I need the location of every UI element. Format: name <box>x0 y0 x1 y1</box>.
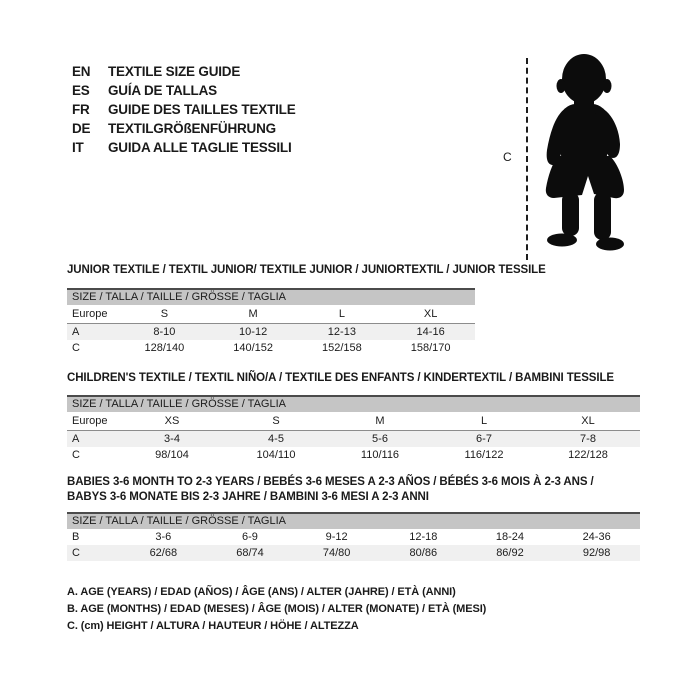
size-value: M <box>328 412 432 430</box>
lang-label: GUÍA DE TALLAS <box>108 83 217 98</box>
size-value: 122/128 <box>568 448 608 461</box>
size-value: 3-4 <box>164 432 180 445</box>
table-row <box>67 447 640 463</box>
size-value: 7-8 <box>580 432 596 445</box>
lang-code: IT <box>72 140 84 155</box>
size-value: 14-16 <box>416 325 445 338</box>
babies-table-title: BABIES 3-6 MONTH TO 2-3 YEARS / BEBÉS 3-6 MESES A 2-3 AÑOS / BÉBÉS 3-6 MOIS À 2-3 ANS / BABYS 3-6 MONATE BIS 2-3 JAHRE / BAMBINI 3-6 MESI A 2-3 ANNI <box>67 476 594 503</box>
table-row <box>67 323 475 340</box>
lang-label: TEXTILGRÖßENFÜHRUNG <box>108 121 276 136</box>
size-value: 140/152 <box>233 341 273 354</box>
footnote-c: C. (cm) HEIGHT / ALTURA / HAUTEUR / HÖHE / ALTEZZA <box>67 620 359 632</box>
language-header <box>72 62 296 157</box>
size-value: 12-13 <box>327 325 356 338</box>
junior-table-section <box>67 288 475 356</box>
babies-size-table <box>67 529 640 561</box>
size-value: 3-6 <box>155 531 172 543</box>
lang-label: GUIDE DES TAILLES TEXTILE <box>108 102 296 117</box>
size-value: S <box>120 305 209 323</box>
lang-code: ES <box>72 83 90 98</box>
size-value: S <box>224 412 328 430</box>
size-value: 62/68 <box>149 547 178 559</box>
row-label: A <box>72 325 80 338</box>
height-marker-label: C <box>503 150 512 164</box>
size-value: 10-12 <box>239 325 268 338</box>
size-value: 104/110 <box>256 448 296 461</box>
lang-row-fr <box>72 100 296 119</box>
footnotes-block <box>67 584 486 635</box>
children-size-header-bar: SIZE / TALLA / TAILLE / GRÖSSE / TAGLIA <box>67 395 640 412</box>
size-value: 8-10 <box>153 325 176 338</box>
size-value: 92/98 <box>582 547 611 559</box>
lang-label: GUIDA ALLE TAGLIE TESSILI <box>108 140 292 155</box>
table-row <box>67 529 640 545</box>
lang-row-en <box>72 62 296 81</box>
lang-label: TEXTILE SIZE GUIDE <box>108 64 241 79</box>
baby-silhouette-icon <box>532 52 644 262</box>
size-value: XL <box>386 305 475 323</box>
junior-size-table <box>67 305 475 356</box>
size-value: 74/80 <box>322 547 351 559</box>
size-value: 24-36 <box>582 531 611 543</box>
junior-table-title: JUNIOR TEXTILE / TEXTIL JUNIOR/ TEXTILE JUNIOR / JUNIORTEXTIL / JUNIOR TESSILE <box>67 264 546 276</box>
size-value: 6-7 <box>476 432 492 445</box>
row-label: A <box>72 432 80 445</box>
size-value: 80/86 <box>409 547 438 559</box>
size-value: XL <box>536 412 640 430</box>
size-value: 152/158 <box>321 341 362 354</box>
row-label: Europe <box>67 305 120 323</box>
lang-code: DE <box>72 121 91 136</box>
table-row <box>67 545 640 561</box>
size-value: 98/104 <box>155 448 189 461</box>
children-table-section <box>67 395 640 463</box>
size-value: L <box>298 305 387 323</box>
row-label: C <box>72 341 80 354</box>
size-value: 4-5 <box>268 432 284 445</box>
lang-code: EN <box>72 64 91 79</box>
children-table-title: CHILDREN'S TEXTILE / TEXTIL NIÑO/A / TEXTILE DES ENFANTS / KINDERTEXTIL / BAMBINI TESSILE <box>67 372 614 384</box>
babies-size-header-bar: SIZE / TALLA / TAILLE / GRÖSSE / TAGLIA <box>67 512 640 529</box>
size-value: 158/170 <box>410 341 451 354</box>
size-value: L <box>432 412 536 430</box>
size-value: 9-12 <box>325 531 348 543</box>
height-dashed-line <box>526 58 528 260</box>
size-value: 18-24 <box>495 531 525 543</box>
lang-code: FR <box>72 102 90 117</box>
size-value: 86/92 <box>496 547 524 559</box>
row-label: C <box>72 448 80 461</box>
footnote-a: A. AGE (YEARS) / EDAD (AÑOS) / ÂGE (ANS) / ALTER (JAHRE) / ETÀ (ANNI) <box>67 586 456 598</box>
children-size-table <box>67 412 640 463</box>
row-label: B <box>72 531 80 543</box>
table-row <box>67 430 640 447</box>
babies-table-section <box>67 512 640 561</box>
size-value: 116/122 <box>464 448 504 461</box>
size-value: XS <box>120 412 224 430</box>
size-value: 68/74 <box>236 547 264 559</box>
lang-row-de <box>72 119 296 138</box>
size-value: M <box>209 305 298 323</box>
baby-silhouette-image <box>532 52 644 267</box>
footnote-b: B. AGE (MONTHS) / EDAD (MESES) / ÂGE (MOIS) / ALTER (MONATE) / ETÀ (MESI) <box>67 603 487 615</box>
row-label: C <box>72 547 80 559</box>
lang-row-es <box>72 81 296 100</box>
size-value: 6-9 <box>242 531 258 543</box>
junior-size-header-bar: SIZE / TALLA / TAILLE / GRÖSSE / TAGLIA <box>67 288 475 305</box>
size-value: 12-18 <box>409 531 438 543</box>
size-value: 5-6 <box>372 432 388 445</box>
table-row <box>67 305 475 323</box>
row-label: Europe <box>67 412 120 430</box>
size-value: 128/140 <box>144 341 185 354</box>
lang-row-it <box>72 138 296 157</box>
table-row <box>67 412 640 430</box>
size-value: 110/116 <box>360 448 400 461</box>
table-row <box>67 340 475 356</box>
